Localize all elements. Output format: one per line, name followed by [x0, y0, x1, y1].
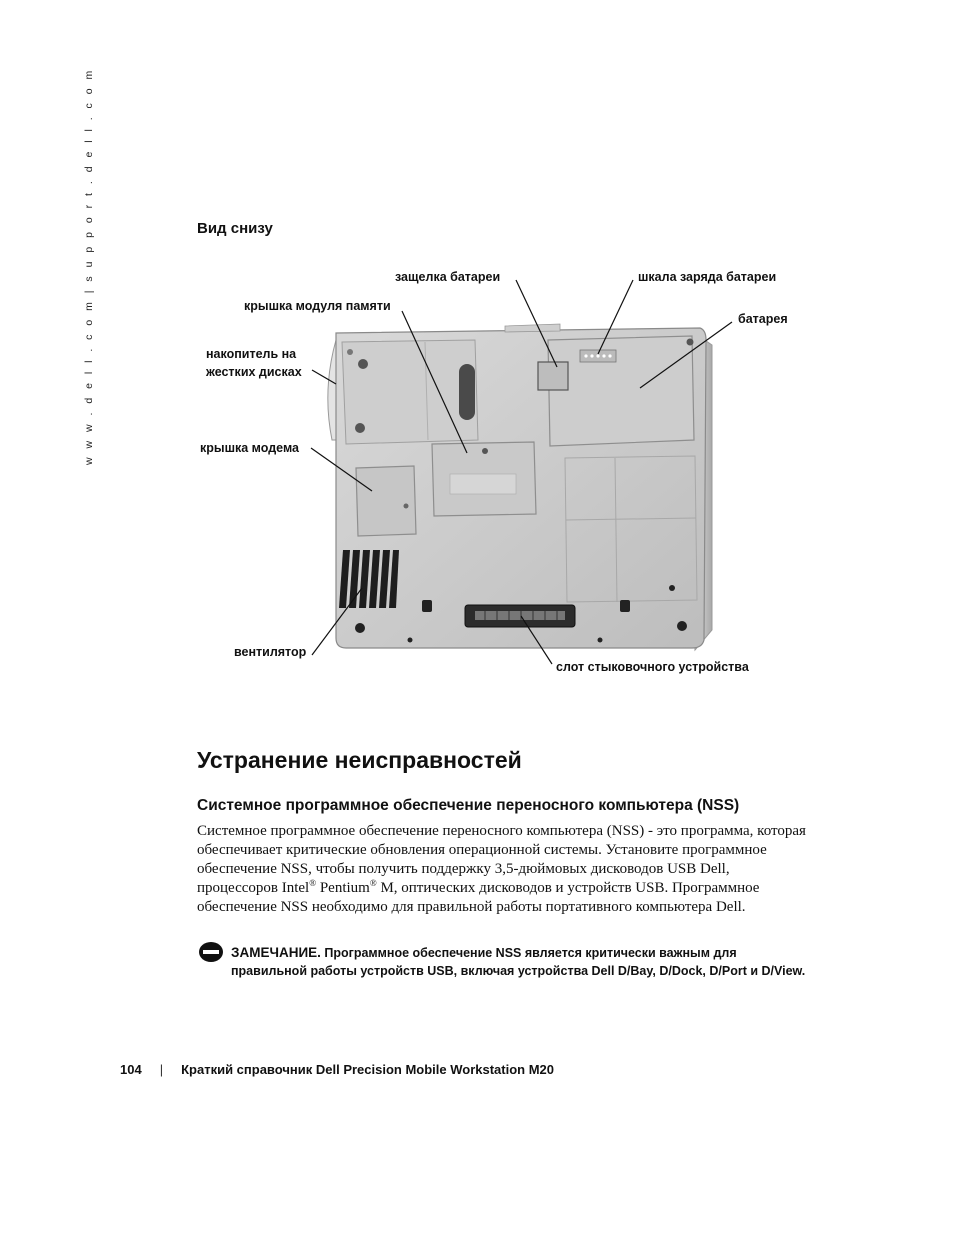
body-paragraph — [197, 822, 812, 917]
paragraph-part3: M, оптических дисководов и устройств USB. Программное обеспечение NSS необходимо для правильной работы портативного компьютера Dell. — [197, 880, 760, 915]
callout-fan: вентилятор — [234, 645, 307, 659]
modem-cover — [356, 466, 416, 536]
figure-title: Вид снизу — [197, 220, 273, 237]
page-number: 104 — [120, 1062, 142, 1077]
footer-title: Краткий справочник Dell Precision Mobile Workstation M20 — [181, 1062, 555, 1077]
side-website-url: w w w . d e l l . c o m | s u p p o r t . d e l l . c o m — [83, 67, 95, 465]
callout-battery: батарея — [738, 312, 788, 326]
callout-hard-drive-line2: жестких дисках — [206, 365, 302, 379]
paragraph-part2: Pentium — [316, 880, 370, 896]
hard-drive-panel — [342, 340, 478, 444]
docking-connector — [465, 605, 575, 627]
callout-hard-drive-line1: накопитель на — [206, 347, 297, 361]
callout-modem-cover: крышка модема — [200, 441, 299, 455]
callout-memory-cover: крышка модуля памяти — [244, 299, 391, 313]
paragraph-part1: Системное программное обеспечение переносного компьютера (NSS) - это программа, которая обеспечивает критические обновления операционной системы. Установите программное обеспечение NSS, чтобы получить поддержку 3,5-дюймовых дисководов USB Dell, процессоров Intel — [197, 823, 806, 896]
notice-icon — [198, 941, 224, 963]
notice-block — [231, 944, 806, 980]
callout-battery-gauge: шкала заряда батареи — [638, 270, 777, 284]
footer-separator: | — [159, 1062, 164, 1077]
battery-pack — [538, 336, 694, 446]
notice-text: Программное обеспечение NSS является критически важным для правильной работы устройств USB, включая устройства Dell D/Bay, D/Dock, D/Port и D/View. — [231, 946, 806, 978]
page-footer — [120, 1062, 554, 1077]
section-heading: Устранение неисправностей — [197, 747, 522, 773]
callout-hard-drive — [206, 345, 302, 381]
callout-battery-latch: защелка батареи — [395, 270, 501, 284]
registered-mark-1: ® — [309, 878, 317, 888]
memory-module-cover — [432, 442, 536, 516]
registered-mark-2: ® — [369, 878, 377, 888]
notice-label: ЗАМЕЧАНИЕ. — [231, 945, 321, 960]
subsection-heading: Системное программное обеспечение переносного компьютера (NSS) — [197, 797, 740, 814]
callout-docking-slot: слот стыковочного устройства — [556, 660, 749, 674]
